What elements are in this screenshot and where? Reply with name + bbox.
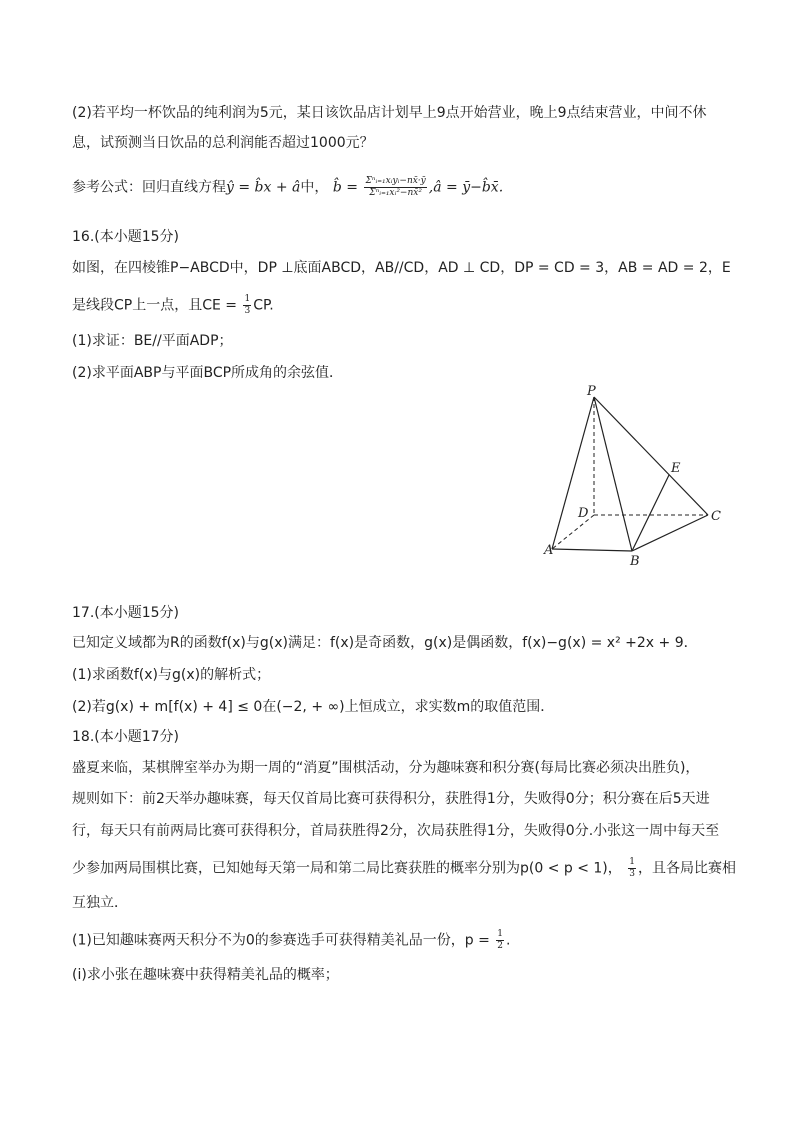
q17-part1: (1)求函数f(x)与g(x)的解析式；: [72, 667, 271, 683]
fraction-denominator: 3: [629, 869, 635, 879]
b-hat-fraction: [364, 176, 426, 199]
one-third-fraction-q18: [628, 857, 636, 880]
q17-stem: 已知定义域都为R的函数f(x)与g(x)满足：f(x)是奇函数，g(x)是偶函数，f(x)−g(x) = x² +2x + 9．: [72, 635, 698, 651]
edge-PA: [552, 397, 594, 549]
formula-mid: 中，: [300, 179, 329, 196]
q16-stem-line2-a: 是线段CP上一点，且CE =: [72, 297, 238, 314]
q18-stem-line4: [72, 857, 736, 880]
q16-stem-line1: 如图，在四棱锥P−ABCD中，DP ⊥底面ABCD，AB//CD，AD ⊥ CD，DP = CD = 3，AB = AD = 2，E: [72, 260, 731, 276]
pyramid-diagram: [530, 383, 730, 573]
label-A: A: [544, 543, 554, 558]
formula-prefix: 参考公式：回归直线方程: [72, 179, 226, 196]
b-hat-denominator: Σⁿᵢ₌₁xᵢ²−nx̄²: [369, 188, 422, 198]
label-B: B: [630, 554, 640, 569]
label-C: C: [711, 509, 721, 524]
one-half-fraction: [496, 929, 504, 952]
q18-stem-line4-a: 少参加两局围棋比赛，已知她每天第一局和第二局比赛获胜的概率分别为p(0 < p < 1)，: [72, 860, 622, 877]
one-third-fraction: [243, 294, 251, 317]
q18-stem-line5: 互独立．: [72, 895, 128, 911]
edge-PB: [594, 397, 632, 551]
q18-stem-line2: 规则如下：前2天举办趣味赛，每天仅首局比赛可获得积分，获胜得1分，失败得0分；积分赛在后5天进: [72, 791, 710, 807]
segment-BE: [632, 475, 669, 551]
fraction-numerator: 1: [244, 294, 251, 304]
fraction-numerator: 1: [497, 929, 503, 939]
q16-part1: (1)求证：BE//平面ADP；: [72, 333, 233, 349]
label-D: D: [578, 506, 589, 521]
q18-stem-line4-b: ，且各局比赛相: [637, 860, 736, 877]
edge-AB: [552, 549, 632, 551]
label-P: P: [587, 384, 596, 399]
fraction-denominator: 3: [244, 306, 251, 316]
q18-stem-line1: 盛夏来临，某棋牌室举办为期一周的“消夏”围棋活动，分为趣味赛和积分赛(每局比赛必须决出胜负)，: [72, 760, 700, 776]
q15-part2-line1: (2)若平均一杯饮品的纯利润为5元，某日该饮品店计划早上9点开始营业，晚上9点结束营业，中间不休: [72, 105, 707, 121]
fraction-numerator: 1: [629, 857, 635, 867]
q18-heading: 18.(本小题17分): [72, 729, 180, 745]
b-hat-label: b̂ =: [332, 179, 358, 196]
q18-part1: [72, 929, 510, 952]
q18-stem-line3: 行，每天只有前两局比赛可获得积分，首局获胜得2分，次局获胜得1分，失败得0分.小张这一周中每天至: [72, 823, 720, 839]
q16-part2: (2)求平面ABP与平面BCP所成角的余弦值．: [72, 365, 344, 381]
q18-part1-i: (i)求小张在趣味赛中获得精美礼品的概率；: [72, 967, 339, 983]
q18-part1-b: .: [506, 932, 511, 949]
reference-formula: [72, 176, 503, 199]
edge-PC: [594, 397, 708, 515]
b-hat-numerator: Σⁿᵢ₌₁xᵢyᵢ−nx̄·ȳ: [365, 176, 426, 186]
q17-part2: (2)若g(x) + m[f(x) + 4] ≤ 0在(−2, + ∞)上恒成立，求实数m的取值范围．: [72, 699, 555, 715]
q18-part1-a: (1)已知趣味赛两天积分不为0的参赛选手可获得精美礼品一份，p =: [72, 932, 490, 949]
q17-heading: 17.(本小题15分): [72, 605, 180, 621]
fraction-denominator: 2: [497, 941, 503, 951]
label-E: E: [671, 461, 681, 476]
q16-heading: 16.(本小题15分): [72, 229, 180, 245]
regression-equation: ŷ = b̂x + â: [226, 179, 301, 196]
pyramid-figure: [530, 383, 730, 573]
q15-part2-line2: 息，试预测当日饮品的总利润能否超过1000元？: [72, 135, 374, 151]
q16-stem-line2-b: CP.: [253, 297, 274, 314]
q16-stem-line2: [72, 294, 274, 317]
a-hat-formula: ,â = ȳ−b̂x̄.: [428, 179, 504, 196]
edge-BC: [632, 515, 708, 551]
